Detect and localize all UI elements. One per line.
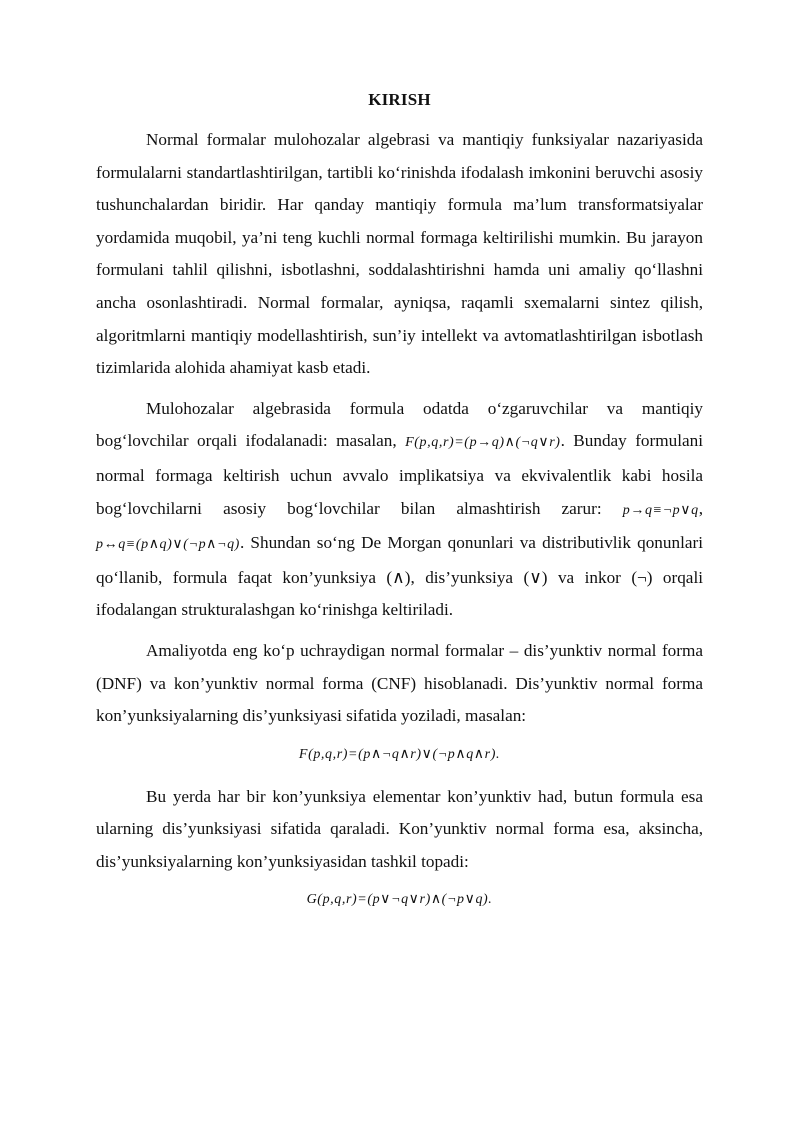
rule-separator: ,	[698, 498, 703, 518]
document-page	[96, 90, 703, 926]
section-title: KIRISH	[368, 90, 431, 109]
dnf-formula: F(p,q,r)=(p∧¬q∧r)∨(¬p∧q∧r).	[298, 746, 501, 762]
paragraph-text-a: Mulohozalar algebrasida formula odatda o‘zgaruvchilar va mantiqiy bog‘lovchilar orqali ifodalanadi: masalan,	[96, 398, 703, 451]
paragraph-intro: Normal formalar mulohozalar algebrasi va mantiqiy funksiyalar nazariyasida formulalarni standartlashtirilgan, tartibli ko‘rinishda ifodalash imkonini beruvchi asosiy tushunchalardan biridir. Har qanday mantiqiy formula ma’lum transformatsiyalar yordamida muqobil, ya’ni teng kuchli normal formaga keltirilishi mumkin. Bu jarayon formulani tahlil qilishni, isbotlashni, soddalashtirishni hamda uni amaliy qo‘llashni ancha osonlashtiradi. Normal formalar, ayniqsa, raqamli sxemalarni sintez qilish, algoritmlarni mantiqiy modellashtirish, sun’iy intellekt va avtomatlashtirilgan isbotlash tizimlarida alohida ahamiyat kasb etadi.	[96, 130, 703, 378]
cnf-formula: G(p,q,r)=(p∨¬q∨r)∧(¬p∨q).	[306, 892, 493, 908]
implication-rule: p→q≡¬p∨q	[622, 502, 699, 518]
paragraph-formula-conversion	[96, 393, 703, 627]
paragraph-text-b: . Bunday formulani normal formaga keltirish uchun avvalo implikatsiya va ekvivalentlik kabi hosila bog‘lovchilarni asosiy bog‘lovchilar bilan almashtirish zarur:	[96, 431, 703, 518]
paragraph-dnf-cnf: Amaliyotda eng ko‘p uchraydigan normal formalar – dis’yunktiv normal forma (DNF) va kon’yunktiv normal forma (CNF) hisoblanadi. Dis’yunktiv normal forma kon’yunksiyalarning dis’yunksiyasi sifatida yoziladi, masalan:	[96, 640, 703, 726]
paragraph-conjunctive: Bu yerda har bir kon’yunksiya elementar kon’yunktiv had, butun formula esa ularning dis’yunksiyasi sifatida qaraladi. Kon’yunktiv normal forma esa, aksincha, dis’yunksiyalarning kon’yunksiyasidan tashkil topadi:	[96, 786, 703, 871]
paragraph-text-c: . Shundan so‘ng De Morgan qonunlari va distributivlik qonunlari qo‘llanib, formula faqat kon’yunksiya (∧), dis’yunksiya (∨) va inkor (¬) orqali ifodalangan strukturalashgan ko‘rinishga keltiriladi.	[96, 533, 703, 620]
equivalence-rule: p↔q≡(p∧q)∨(¬p∧¬q)	[96, 537, 240, 553]
example-formula: F(p,q,r)=(p→q)∧(¬q∨r)	[405, 435, 561, 451]
